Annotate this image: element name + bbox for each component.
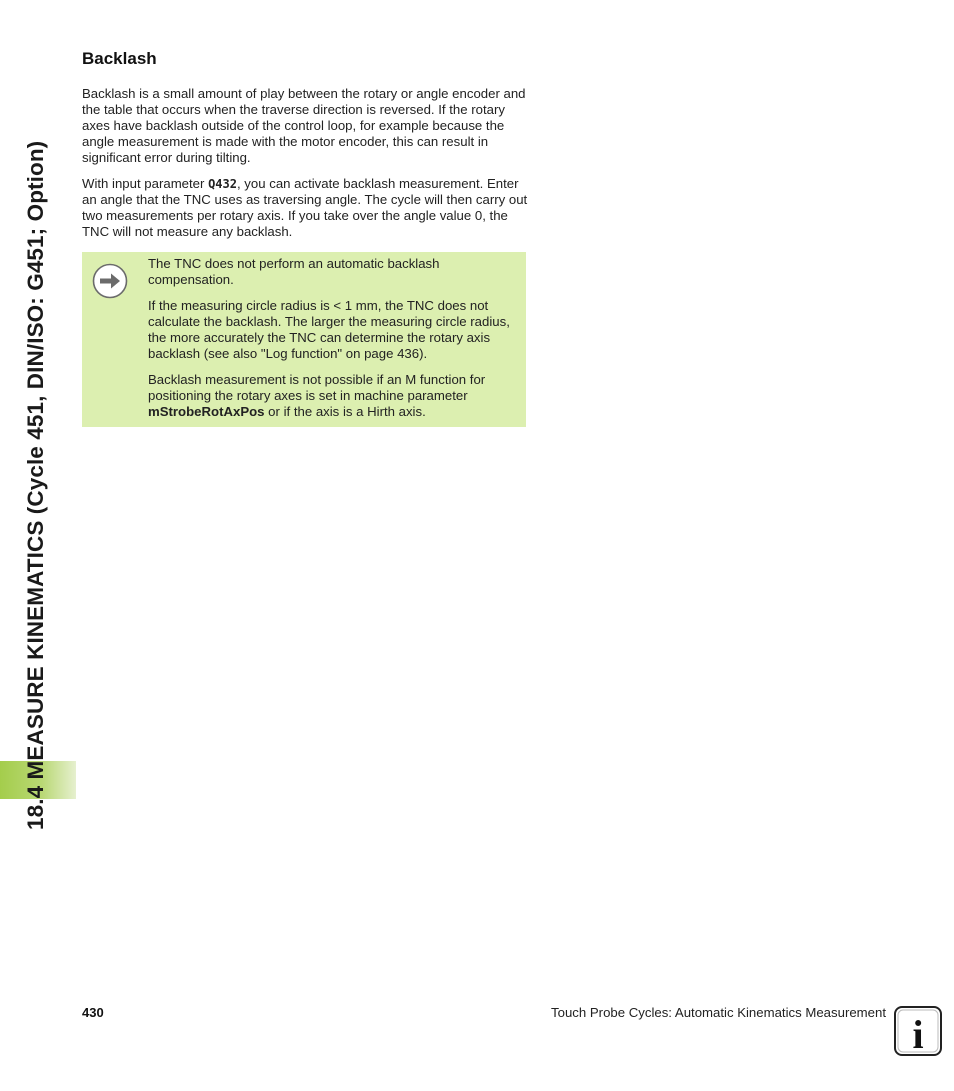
note-item: If the measuring circle radius is < 1 mm, the TNC does not calculate the backlash. The larger the measuring circle radius, the more accurately the TNC can determine the rotary axis backlash (see also "Log function" on page 436). (148, 298, 510, 361)
chapter-side-title-text: 18.4 MEASURE KINEMATICS (Cycle 451, DIN/ISO: G451; Option) (23, 140, 48, 830)
chapter-side-title (23, 40, 57, 830)
note-item (148, 372, 520, 420)
note-box (82, 252, 526, 427)
note-text-after: or if the axis is a Hirth axis. (264, 404, 426, 419)
footer-title: Touch Probe Cycles: Automatic Kinematics Measurement (551, 1005, 886, 1020)
machine-parameter-name: mStrobeRotAxPos (148, 404, 265, 419)
page-number: 430 (82, 1005, 104, 1020)
info-icon[interactable] (894, 1006, 942, 1056)
paragraph-backlash-parameter (82, 176, 528, 240)
paragraph-text-after: , you can activate backlash measurement. Enter an angle that the TNC uses as traversing angle. The cycle will then carry out two measurements per rotary axis. If you take over the angle value 0, the TNC will not measure any backlash. (82, 176, 528, 239)
paragraph-text-before: With input parameter (82, 176, 209, 191)
info-icon-label: i (912, 1012, 924, 1056)
note-item: The TNC does not perform an automatic backlash compensation. (148, 256, 440, 287)
arrow-right-icon (92, 263, 128, 299)
note-text (148, 256, 520, 430)
section-heading: Backlash (82, 49, 157, 68)
paragraph-backlash-intro: Backlash is a small amount of play between the rotary or angle encoder and the table that occurs when the traverse direction is reversed. If the rotary axes have backlash outside of the control loop, for example because the angle measurement is made with the motor encoder, this can result in significant error during tilting. (82, 86, 526, 165)
parameter-code: Q432 (208, 177, 237, 191)
note-text-before: Backlash measurement is not possible if an M function for positioning the rotary axes is set in machine parameter (148, 372, 486, 403)
